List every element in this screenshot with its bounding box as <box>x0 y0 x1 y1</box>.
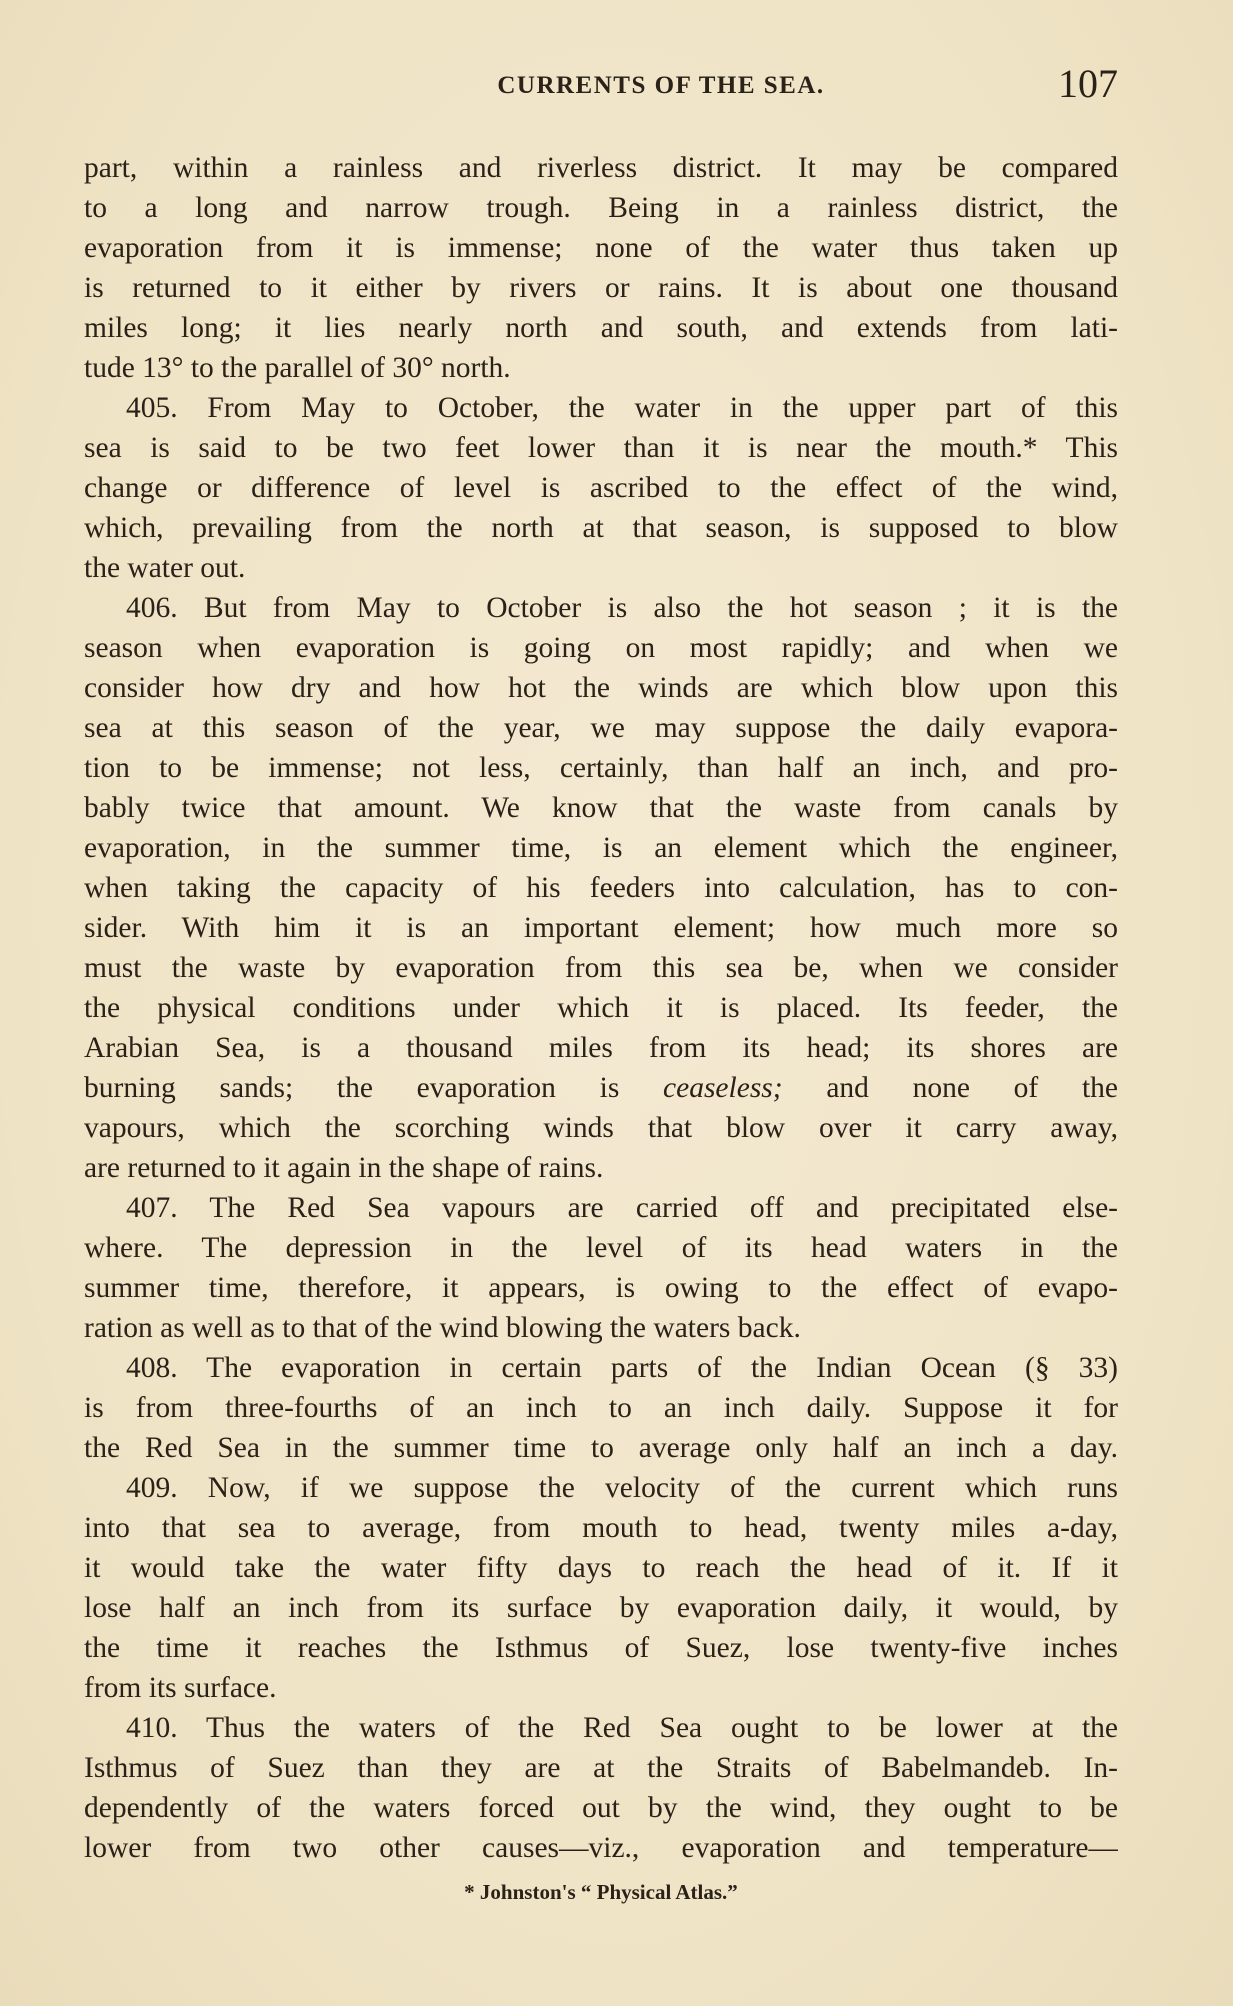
body-text <box>84 148 1118 1868</box>
text-line: tion to be immense; not less, certainly, than half an inch, and pro- <box>84 752 1118 784</box>
text-line: is from three-fourths of an inch to an inch daily. Suppose it for <box>84 1392 1118 1424</box>
text-line: bably twice that amount. We know that the waste from canals by <box>84 792 1118 824</box>
running-title: CURRENTS OF THE SEA. <box>497 72 825 99</box>
text-line: lower from two other causes—viz., evaporation and temperature— <box>84 1832 1118 1864</box>
text-line: the water out. <box>84 552 246 584</box>
text-line: must the waste by evaporation from this sea be, when we consider <box>84 952 1118 984</box>
text-line: sea at this season of the year, we may suppose the daily evapora- <box>84 712 1118 744</box>
text-line: dependently of the waters forced out by the wind, they ought to be <box>84 1792 1118 1824</box>
emphasis: ceaseless; <box>663 1072 783 1104</box>
text-line: Isthmus of Suez than they are at the Straits of Babelmandeb. In- <box>84 1752 1118 1784</box>
text-line: summer time, therefore, it appears, is owing to the effect of evapo- <box>84 1272 1118 1304</box>
text-line: miles long; it lies nearly north and south, and extends from lati- <box>84 312 1118 344</box>
text-line: 406. But from May to October is also the hot season ; it is the <box>126 592 1118 624</box>
footnote: * Johnston's “ Physical Atlas.” <box>464 1880 738 1904</box>
text-line: sider. With him it is an important element; how much more so <box>84 912 1118 944</box>
text-line: is returned to it either by rivers or rains. It is about one thousand <box>84 272 1118 304</box>
text-line: to a long and narrow trough. Being in a rainless district, the <box>84 192 1118 224</box>
text-line: Arabian Sea, is a thousand miles from its head; its shores are <box>84 1032 1118 1064</box>
text-line: change or difference of level is ascribed to the effect of the wind, <box>84 472 1118 504</box>
text-line: 409. Now, if we suppose the velocity of the current which runs <box>126 1472 1118 1504</box>
text-line: lose half an inch from its surface by evaporation daily, it would, by <box>84 1592 1118 1624</box>
text-line: from its surface. <box>84 1672 277 1704</box>
text-line: into that sea to average, from mouth to head, twenty miles a-day, <box>84 1512 1118 1544</box>
text-line: 408. The evaporation in certain parts of the Indian Ocean (§ 33) <box>126 1352 1118 1384</box>
text-line: evaporation from it is immense; none of the water thus taken up <box>84 232 1118 264</box>
text-line: the Red Sea in the summer time to average only half an inch a day. <box>84 1432 1118 1464</box>
text-line: consider how dry and how hot the winds are which blow upon this <box>84 672 1118 704</box>
page-header <box>84 62 1118 110</box>
text-line: part, within a rainless and riverless district. It may be compared <box>84 152 1118 184</box>
text-line: sea is said to be two feet lower than it is near the mouth.* This <box>84 432 1118 464</box>
text-line: the physical conditions under which it is placed. Its feeder, the <box>84 992 1118 1024</box>
text-line: ration as well as to that of the wind blowing the waters back. <box>84 1312 801 1344</box>
text-line: which, prevailing from the north at that season, is supposed to blow <box>84 512 1118 544</box>
text-line: evaporation, in the summer time, is an element which the engineer, <box>84 832 1118 864</box>
text-line: are returned to it again in the shape of rains. <box>84 1152 604 1184</box>
text-line: 410. Thus the waters of the Red Sea ought to be lower at the <box>126 1712 1118 1744</box>
text-line: it would take the water fifty days to reach the head of it. If it <box>84 1552 1118 1584</box>
text-line: the time it reaches the Isthmus of Suez, lose twenty-five inches <box>84 1632 1118 1664</box>
text-line: season when evaporation is going on most rapidly; and when we <box>84 632 1118 664</box>
text-line: 405. From May to October, the water in the upper part of this <box>126 392 1118 424</box>
text-line: tude 13° to the parallel of 30° north. <box>84 352 511 384</box>
text-line: burning sands; the evaporation is ceaseless; and none of the <box>84 1072 1118 1104</box>
text-line: vapours, which the scorching winds that blow over it carry away, <box>84 1112 1118 1144</box>
page-number: 107 <box>1058 61 1118 106</box>
text-line: when taking the capacity of his feeders into calculation, has to con- <box>84 872 1118 904</box>
text-line: 407. The Red Sea vapours are carried off and precipitated else- <box>126 1192 1118 1224</box>
text-line: where. The depression in the level of its head waters in the <box>84 1232 1118 1264</box>
